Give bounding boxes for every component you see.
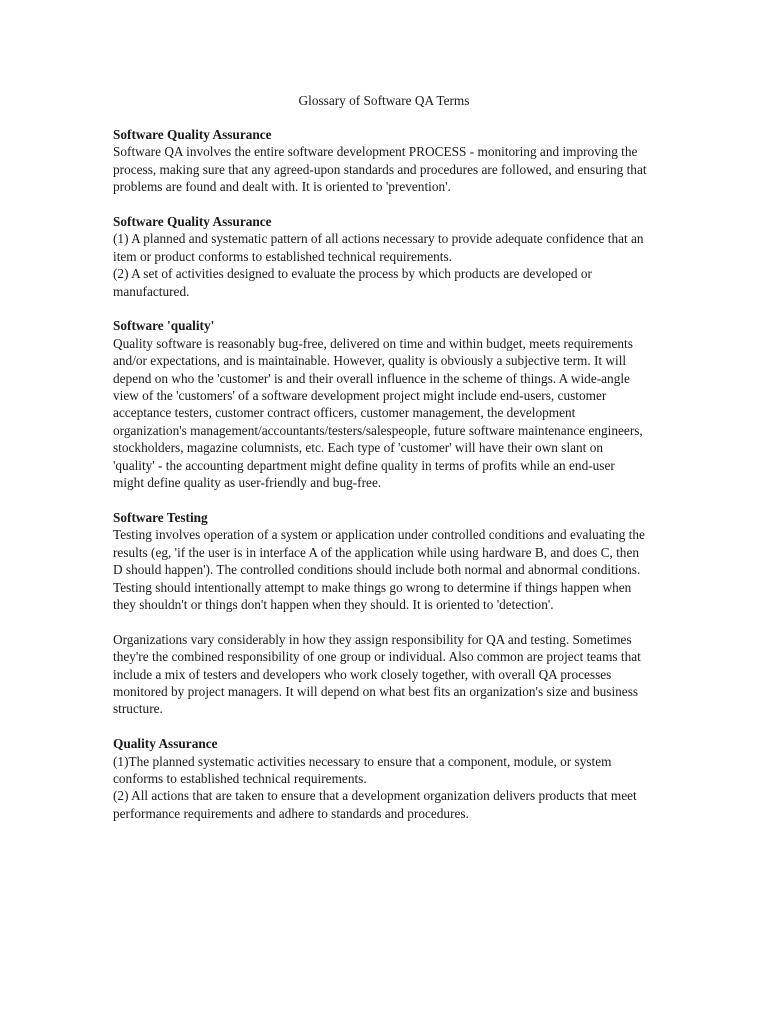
paragraph-gap [113, 613, 648, 630]
glossary-entry-software-qa [113, 126, 648, 196]
glossary-definition: Software QA involves the entire software development PROCESS - monitoring and improving the process, making sure that any agreed-upon standards and procedures are followed, and ensuring that problems are found and dealt with. It is oriented to 'prevention'. [113, 144, 647, 195]
glossary-definition: Quality software is reasonably bug-free, delivered on time and within budget, meets requirements and/or expectations, and is maintainable. However, quality is obviously a subjective term. It will depend on who the 'customer' is and their overall influence in the scheme of things. A wide-angle view of the 'customers' of a software development project might include end-users, customer acceptance testers, customer contract officers, customer management, the development organization's management/accountants/testers/salespeople, future software maintenance engineers, stockholders, magazine columnists, etc. Each type of 'customer' will have their own slant on 'quality' - the accounting department might define quality in terms of profits while an end-user might define quality as user-friendly and bug-free. [113, 335, 643, 491]
glossary-entry-software-testing [113, 509, 648, 718]
glossary-term: Software Quality Assurance [113, 127, 272, 142]
glossary-definition: Organizations vary considerably in how they assign responsibility for QA and testing. Sometimes they're the combined responsibility of one group or individual. Also common are project teams that include a mix of testers and developers who work closely together, with overall QA processes monitored by project managers. It will depend on what best fits an organization's size and business structure. [113, 631, 641, 717]
glossary-entry-quality-assurance [113, 735, 648, 822]
glossary-term: Software Testing [113, 509, 208, 525]
glossary-definition: (1)The planned systematic activities necessary to ensure that a component, module, or system conforms to established technical requirements. [113, 753, 612, 786]
glossary-body [113, 126, 648, 840]
glossary-entry-software-qa-definitions [113, 213, 648, 300]
glossary-definition: Testing involves operation of a system or application under controlled conditions and evaluating the results (eg, 'if the user is in interface A of the application while using hardware B, and does C, then D should happen'). The controlled conditions should include both normal and abnormal conditions. Testing should intentionally attempt to make things go wrong to determine if things happen when they shouldn't or things don't happen when they should. It is oriented to 'detection'. [113, 527, 645, 612]
glossary-definition: (2) All actions that are taken to ensure that a development organization delivers products that meet performance requirements and adhere to standards and procedures. [113, 788, 637, 821]
glossary-term: Software Quality Assurance [113, 214, 272, 230]
glossary-term: Quality Assurance [113, 736, 218, 752]
glossary-definition: (1) A planned and systematic pattern of all actions necessary to provide adequate confidence that an item or product conforms to established technical requirements. [113, 231, 644, 264]
glossary-term: Software 'quality' [113, 318, 215, 334]
document-title: Glossary of Software QA Terms [298, 93, 470, 108]
glossary-definition: (2) A set of activities designed to evaluate the process by which products are developed or manufactured. [113, 266, 592, 299]
glossary-entry-software-quality [113, 317, 648, 491]
